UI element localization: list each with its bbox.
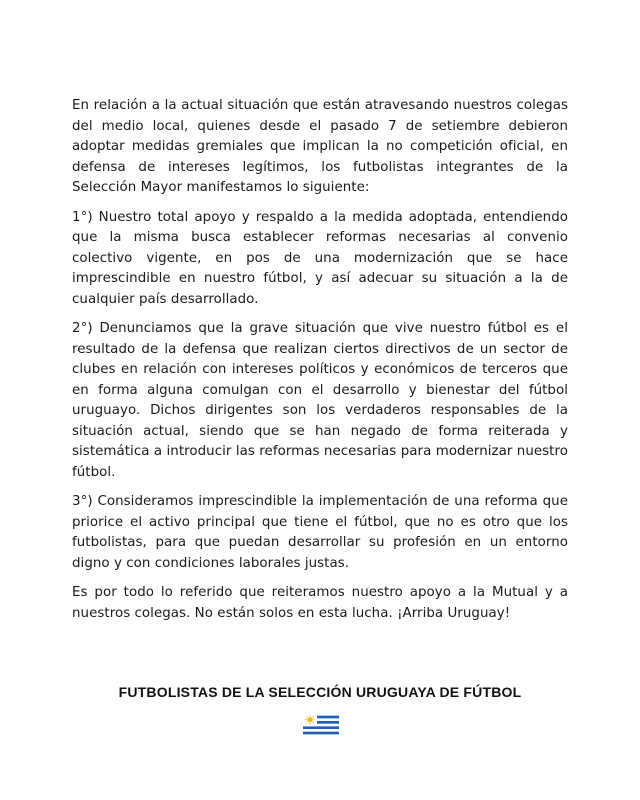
uruguay-flag-icon: [303, 713, 339, 737]
intro-paragraph: En relación a la actual situación que están atravesando nuestros colegas del medio local, quienes desde el pasado 7 de setiembre debieron adoptar medidas gremiales que implican la no competición oficial, en defensa de intereses legítimos, los futbolistas integrantes de la Selección Mayor manifestamos lo siguiente:: [72, 98, 568, 195]
signature: FUTBOLISTAS DE LA SELECCIÓN URUGUAYA DE FÚTBOL: [118, 684, 522, 700]
point-2-paragraph: 2°) Denunciamos que la grave situación que vive nuestro fútbol es el resultado de la defensa que realizan ciertos directivos de un sector de clubes en relación con intereses políticos y económicos de terceros que en forma alguna comulgan con el desarrollo y bienestar del fútbol uruguayo. Dichos dirigentes son los verdaderos responsables de la situación actual, siendo que se han negado de forma reiterada y sistemática a introducir las reformas necesarias para modernizar nuestro fútbol.: [72, 321, 568, 480]
point-3-paragraph: 3°) Consideramos imprescindible la implementación de una reforma que priorice el activo principal que tiene el fútbol, que no es otro que los futbolistas, para que puedan desarrollar su profesión en un entorno digno y con condiciones laborales justas.: [72, 494, 568, 571]
closing-paragraph: Es por todo lo referido que reiteramos nuestro apoyo a la Mutual y a nuestros colegas. No están solos en esta lucha. ¡Arriba Uruguay!: [72, 585, 568, 621]
flag-stripe-3: [303, 726, 339, 729]
statement-body: [72, 96, 568, 633]
flag-stripe-4: [303, 732, 339, 735]
point-1-paragraph: 1°) Nuestro total apoyo y respaldo a la medida adoptada, entendiendo que la misma busca establecer reformas necesarias al convenio colectivo vigente, en pos de una modernización que se hace imprescindible en nuestro fútbol, y así adecuar su situación a la de cualquier país desarrollado.: [72, 209, 568, 307]
